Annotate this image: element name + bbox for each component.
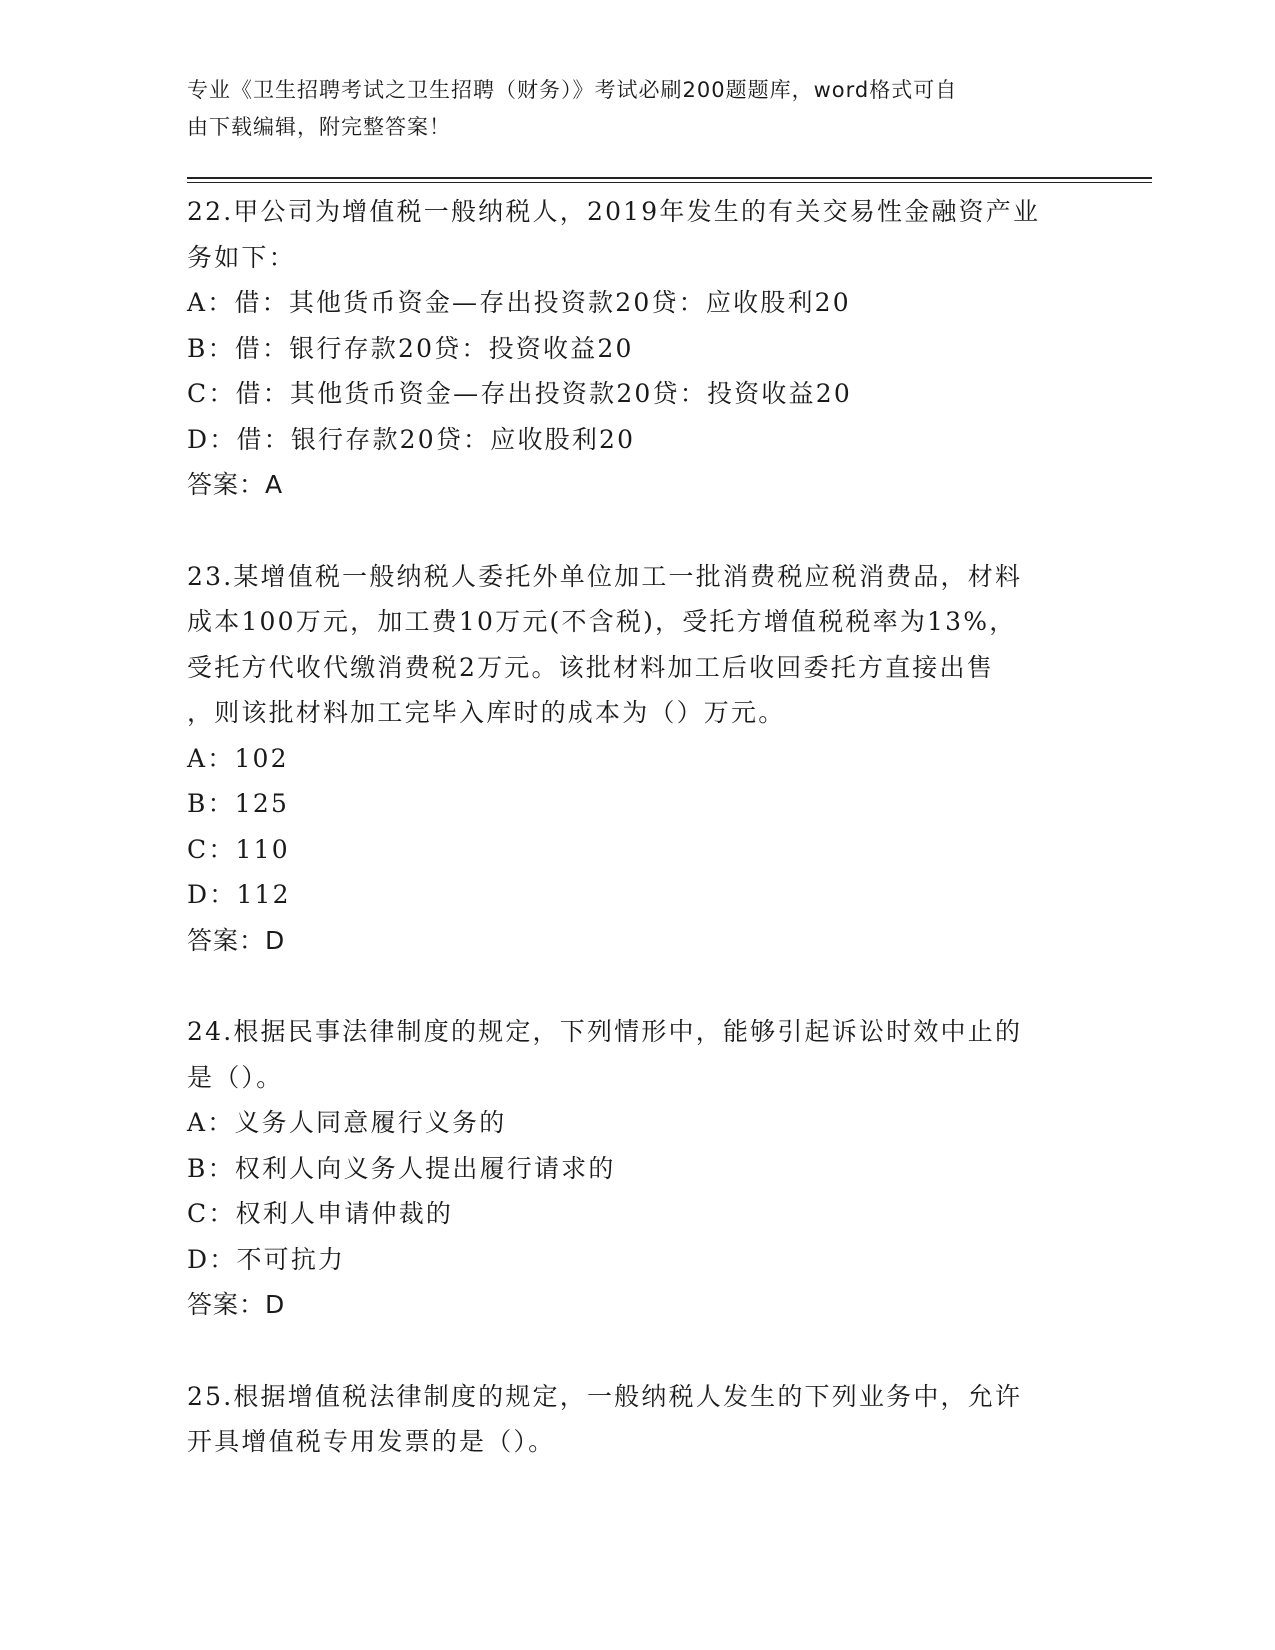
question-stem-line: 成本100万元，加工费10万元(不含税)，受托方增值税税率为13%， bbox=[187, 607, 1017, 636]
question-stem-line: 开具增值税专用发票的是（）。 bbox=[187, 1427, 556, 1456]
option-a: A：借：其他货币资金—存出投资款20贷：应收股利20 bbox=[187, 288, 851, 317]
question-stem-line: ，则该批材料加工完毕入库时的成本为（）万元。 bbox=[187, 698, 786, 727]
answer: 答案：D bbox=[187, 925, 286, 955]
question-stem-line: 22.甲公司为增值税一般纳税人，2019年发生的有关交易性金融资产业 bbox=[187, 197, 1041, 226]
option-b: B：125 bbox=[187, 789, 290, 818]
question-stem-line: 是（）。 bbox=[187, 1062, 284, 1092]
option-a: A：义务人同意履行义务的 bbox=[187, 1108, 507, 1137]
question-list bbox=[187, 189, 1087, 1465]
option-c: C：110 bbox=[187, 834, 290, 864]
header-divider bbox=[187, 177, 1152, 183]
option-d: D：借：银行存款20贷：应收股利20 bbox=[187, 424, 636, 454]
option-c: C：借：其他货币资金—存出投资款20贷：投资收益20 bbox=[187, 379, 852, 408]
question-stem-line: 受托方代收代缴消费税2万元。该批材料加工后收回委托方直接出售 bbox=[187, 652, 994, 682]
question-stem-line: 23.某增值税一般纳税人委托外单位加工一批消费税应税消费品，材料 bbox=[187, 561, 1023, 591]
header-line-2: 由下载编辑，附完整答案！ bbox=[187, 115, 451, 139]
document-header bbox=[187, 72, 1067, 146]
question-23 bbox=[187, 554, 1087, 964]
header-line-1: 专业《卫生招聘考试之卫生招聘（财务）》考试必刷200题题库，word格式可自 bbox=[187, 78, 958, 102]
question-24 bbox=[187, 1009, 1087, 1328]
answer: 答案：D bbox=[187, 1290, 286, 1319]
option-b: B：权利人向义务人提出履行请求的 bbox=[187, 1153, 616, 1183]
option-d: D：不可抗力 bbox=[187, 1244, 346, 1274]
option-c: C：权利人申请仲裁的 bbox=[187, 1199, 454, 1228]
question-25 bbox=[187, 1374, 1087, 1465]
option-d: D：112 bbox=[187, 880, 291, 909]
option-b: B：借：银行存款20贷：投资收益20 bbox=[187, 333, 634, 363]
question-stem-line: 务如下： bbox=[187, 242, 296, 272]
question-22 bbox=[187, 189, 1087, 508]
answer: 答案：A bbox=[187, 470, 284, 499]
question-stem-line: 25.根据增值税法律制度的规定，一般纳税人发生的下列业务中，允许 bbox=[187, 1381, 1023, 1411]
question-stem-line: 24.根据民事法律制度的规定，下列情形中，能够引起诉讼时效中止的 bbox=[187, 1017, 1023, 1046]
option-a: A：102 bbox=[187, 743, 289, 773]
